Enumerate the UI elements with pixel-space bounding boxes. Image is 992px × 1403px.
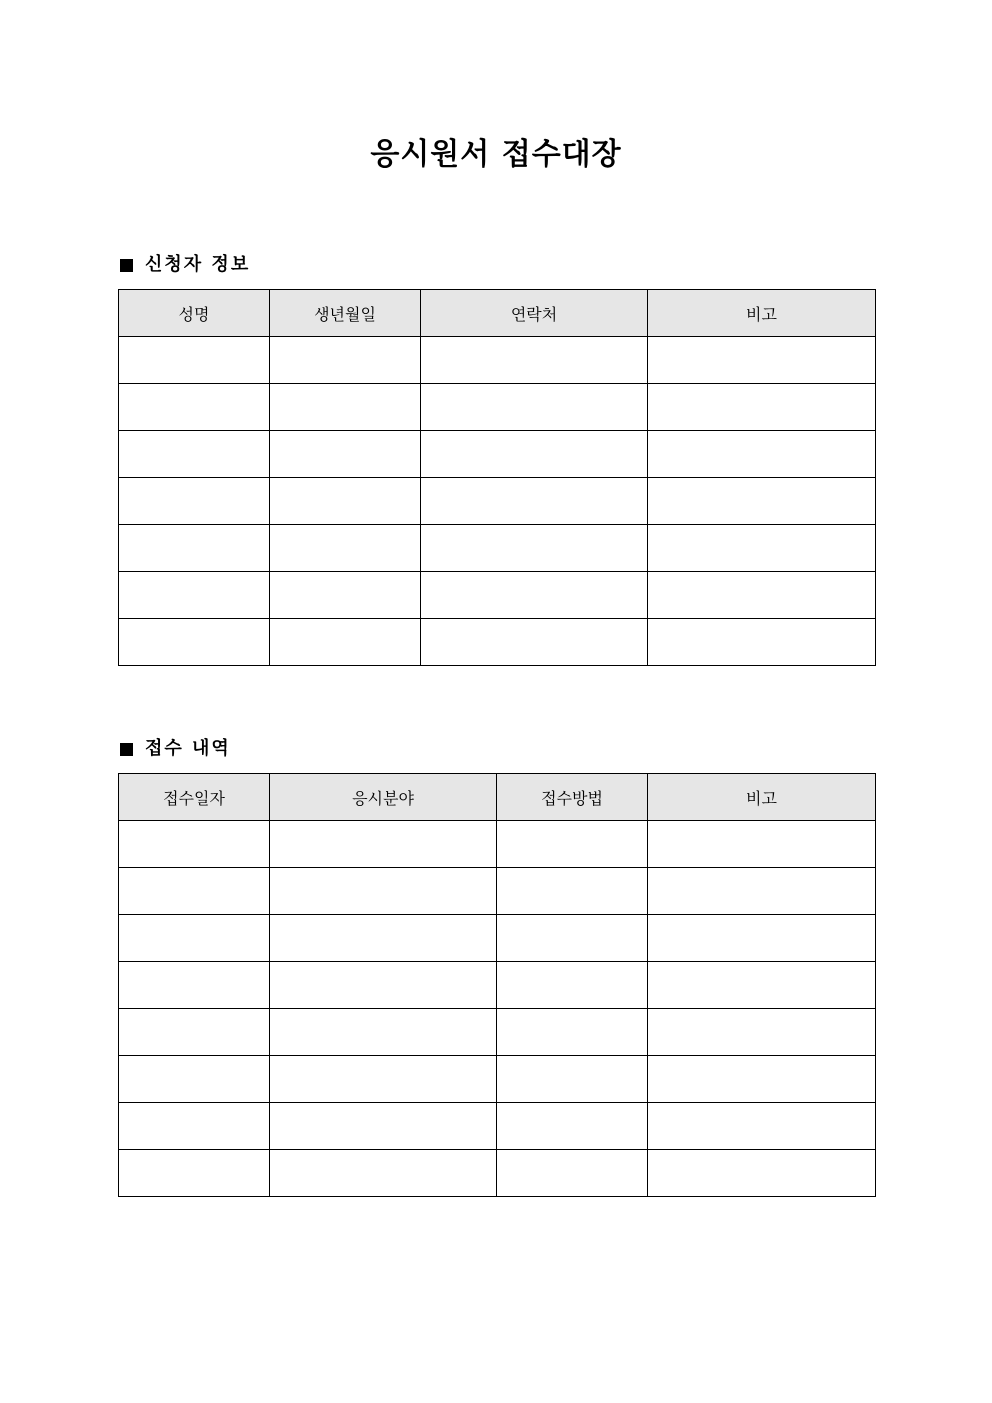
table-row bbox=[119, 1009, 876, 1056]
table-cell[interactable] bbox=[497, 1150, 648, 1197]
table-cell[interactable] bbox=[270, 868, 497, 915]
table-cell[interactable] bbox=[648, 572, 876, 619]
table-cell[interactable] bbox=[270, 1056, 497, 1103]
square-bullet-icon bbox=[120, 743, 133, 756]
section-heading-receipt-details bbox=[120, 737, 231, 761]
table-cell[interactable] bbox=[421, 384, 648, 431]
table-cell[interactable] bbox=[497, 1103, 648, 1150]
table-cell[interactable] bbox=[119, 1009, 270, 1056]
table-cell[interactable] bbox=[119, 868, 270, 915]
section-heading-label: 신청자 정보 bbox=[145, 254, 251, 275]
table-cell[interactable] bbox=[648, 337, 876, 384]
table-row bbox=[119, 431, 876, 478]
table-cell[interactable] bbox=[648, 384, 876, 431]
table-row bbox=[119, 1150, 876, 1197]
table-cell[interactable] bbox=[119, 915, 270, 962]
table-cell[interactable] bbox=[270, 619, 421, 666]
table-cell[interactable] bbox=[119, 821, 270, 868]
table-cell[interactable] bbox=[119, 572, 270, 619]
table-cell[interactable] bbox=[270, 572, 421, 619]
table-cell[interactable] bbox=[648, 525, 876, 572]
table-cell[interactable] bbox=[270, 821, 497, 868]
page-title: 응시원서 접수대장 bbox=[370, 137, 622, 172]
table-cell[interactable] bbox=[270, 915, 497, 962]
table-row bbox=[119, 337, 876, 384]
table-cell[interactable] bbox=[421, 572, 648, 619]
table-cell[interactable] bbox=[648, 821, 876, 868]
table-row bbox=[119, 619, 876, 666]
table-cell[interactable] bbox=[270, 478, 421, 525]
table-cell[interactable] bbox=[421, 431, 648, 478]
table-cell[interactable] bbox=[119, 962, 270, 1009]
column-header-contact: 연락처 bbox=[421, 290, 648, 337]
table-row bbox=[119, 1103, 876, 1150]
table-row bbox=[119, 478, 876, 525]
table-cell[interactable] bbox=[497, 915, 648, 962]
table-header-row bbox=[119, 290, 876, 337]
table-cell[interactable] bbox=[497, 962, 648, 1009]
applicant-info-table bbox=[118, 289, 876, 666]
column-header-name: 성명 bbox=[119, 290, 270, 337]
table-cell[interactable] bbox=[497, 868, 648, 915]
table-cell[interactable] bbox=[270, 431, 421, 478]
table-cell[interactable] bbox=[119, 1103, 270, 1150]
table-cell[interactable] bbox=[270, 525, 421, 572]
table-cell[interactable] bbox=[119, 1056, 270, 1103]
section-heading-applicant-info bbox=[120, 253, 250, 277]
column-header-birthdate: 생년월일 bbox=[270, 290, 421, 337]
table-cell[interactable] bbox=[648, 962, 876, 1009]
table-cell[interactable] bbox=[119, 619, 270, 666]
section-heading-label: 접수 내역 bbox=[145, 738, 231, 759]
table-cell[interactable] bbox=[421, 337, 648, 384]
table-row bbox=[119, 868, 876, 915]
receipt-details-table bbox=[118, 773, 876, 1197]
table-cell[interactable] bbox=[270, 337, 421, 384]
table-row bbox=[119, 821, 876, 868]
table-cell[interactable] bbox=[648, 1056, 876, 1103]
column-header-receipt-method: 접수방법 bbox=[497, 774, 648, 821]
table-cell[interactable] bbox=[270, 962, 497, 1009]
table-row bbox=[119, 384, 876, 431]
column-header-remarks: 비고 bbox=[648, 290, 876, 337]
table-cell[interactable] bbox=[648, 915, 876, 962]
table-cell[interactable] bbox=[497, 821, 648, 868]
table-cell[interactable] bbox=[497, 1056, 648, 1103]
table-cell[interactable] bbox=[648, 1150, 876, 1197]
table-row bbox=[119, 915, 876, 962]
table-header-row bbox=[119, 774, 876, 821]
table-cell[interactable] bbox=[497, 1009, 648, 1056]
table-cell[interactable] bbox=[270, 384, 421, 431]
table-cell[interactable] bbox=[270, 1009, 497, 1056]
table-cell[interactable] bbox=[648, 431, 876, 478]
table-cell[interactable] bbox=[119, 384, 270, 431]
column-header-receipt-date: 접수일자 bbox=[119, 774, 270, 821]
column-header-remarks: 비고 bbox=[648, 774, 876, 821]
table-cell[interactable] bbox=[648, 1009, 876, 1056]
table-cell[interactable] bbox=[648, 1103, 876, 1150]
table-cell[interactable] bbox=[119, 1150, 270, 1197]
table-cell[interactable] bbox=[421, 525, 648, 572]
table-cell[interactable] bbox=[648, 619, 876, 666]
table-cell[interactable] bbox=[648, 478, 876, 525]
table-cell[interactable] bbox=[421, 478, 648, 525]
table-cell[interactable] bbox=[421, 619, 648, 666]
table-cell[interactable] bbox=[119, 478, 270, 525]
table-cell[interactable] bbox=[119, 431, 270, 478]
table-row bbox=[119, 572, 876, 619]
table-row bbox=[119, 962, 876, 1009]
table-cell[interactable] bbox=[119, 525, 270, 572]
table-row bbox=[119, 525, 876, 572]
table-cell[interactable] bbox=[270, 1150, 497, 1197]
table-cell[interactable] bbox=[648, 868, 876, 915]
table-row bbox=[119, 1056, 876, 1103]
table-cell[interactable] bbox=[119, 337, 270, 384]
table-cell[interactable] bbox=[270, 1103, 497, 1150]
square-bullet-icon bbox=[120, 259, 133, 272]
column-header-exam-field: 응시분야 bbox=[270, 774, 497, 821]
